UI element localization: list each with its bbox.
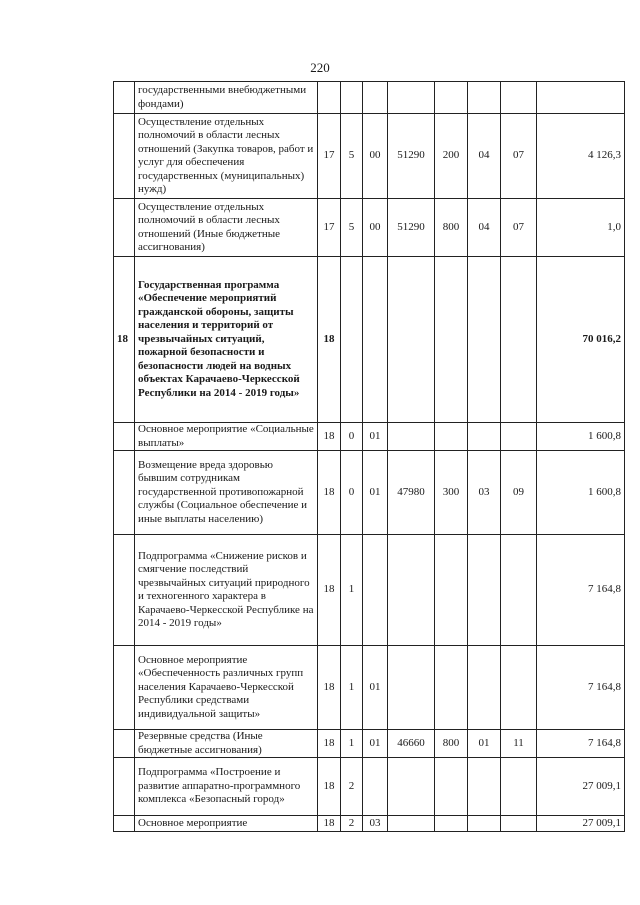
code-d: 51290 (388, 114, 435, 199)
code-c: 00 (363, 199, 388, 257)
code-b: 5 (341, 199, 363, 257)
item-name: Осуществление отдельных полномочий в области лесных отношений (Иные бюджетные ассигнования) (135, 199, 318, 257)
item-name: Подпрограмма «Построение и развитие аппаратно-программного комплекса «Безопасный город» (135, 758, 318, 816)
code-e (435, 257, 468, 423)
row-number (114, 114, 135, 199)
code-f (468, 257, 501, 423)
code-e (435, 816, 468, 832)
amount: 1,0 (537, 199, 625, 257)
code-g (501, 758, 537, 816)
code-g: 11 (501, 730, 537, 758)
code-b: 0 (341, 451, 363, 535)
code-g: 07 (501, 199, 537, 257)
code-a: 18 (318, 535, 341, 646)
row-number (114, 730, 135, 758)
amount (537, 82, 625, 114)
item-name: Государственная программа «Обеспечение мероприятий гражданской обороны, защиты населения и территорий от чрезвычайных ситуаций, пожарной безопасности и безопасности людей на водных объектах Карачаево-Черкесской Республики на 2014 - 2019 годы» (135, 257, 318, 423)
code-b: 1 (341, 535, 363, 646)
code-g (501, 646, 537, 730)
item-name: Основное мероприятие «Социальные выплаты» (135, 423, 318, 451)
row-number: 18 (114, 257, 135, 423)
code-g: 09 (501, 451, 537, 535)
code-d (388, 535, 435, 646)
code-e (435, 535, 468, 646)
code-e (435, 646, 468, 730)
code-d (388, 758, 435, 816)
code-d (388, 423, 435, 451)
code-f: 04 (468, 114, 501, 199)
code-e: 300 (435, 451, 468, 535)
amount: 1 600,8 (537, 451, 625, 535)
code-a: 18 (318, 646, 341, 730)
code-a: 18 (318, 758, 341, 816)
code-d: 46660 (388, 730, 435, 758)
item-name: Возмещение вреда здоровью бывшим сотрудникам государственной противопожарной службы (Социальное обеспечение и иные выплаты населению) (135, 451, 318, 535)
code-d (388, 257, 435, 423)
amount: 27 009,1 (537, 758, 625, 816)
item-name: государственными внебюджетными фондами) (135, 82, 318, 114)
amount: 4 126,3 (537, 114, 625, 199)
code-c (363, 758, 388, 816)
code-b: 2 (341, 758, 363, 816)
code-e (435, 82, 468, 114)
code-e: 200 (435, 114, 468, 199)
code-g (501, 82, 537, 114)
code-f (468, 535, 501, 646)
code-f (468, 816, 501, 832)
code-b: 1 (341, 730, 363, 758)
code-f (468, 423, 501, 451)
code-c: 01 (363, 646, 388, 730)
table-row (114, 257, 625, 423)
table-row (114, 758, 625, 816)
table-row (114, 451, 625, 535)
code-a: 18 (318, 423, 341, 451)
code-e: 800 (435, 730, 468, 758)
code-c: 03 (363, 816, 388, 832)
code-c (363, 82, 388, 114)
table-row (114, 114, 625, 199)
code-a: 17 (318, 199, 341, 257)
table-row (114, 199, 625, 257)
amount: 7 164,8 (537, 646, 625, 730)
code-a: 18 (318, 257, 341, 423)
code-c: 01 (363, 730, 388, 758)
item-name: Подпрограмма «Снижение рисков и смягчение последствий чрезвычайных ситуаций природного и техногенного характера в Карачаево-Черкесской Республике на 2014 - 2019 годы» (135, 535, 318, 646)
code-b: 0 (341, 423, 363, 451)
budget-table (113, 81, 625, 832)
code-c: 01 (363, 451, 388, 535)
code-b: 5 (341, 114, 363, 199)
code-f: 04 (468, 199, 501, 257)
code-b: 2 (341, 816, 363, 832)
code-a: 18 (318, 451, 341, 535)
code-d: 51290 (388, 199, 435, 257)
code-d (388, 82, 435, 114)
row-number (114, 199, 135, 257)
code-g (501, 257, 537, 423)
amount: 70 016,2 (537, 257, 625, 423)
row-number (114, 82, 135, 114)
code-g (501, 816, 537, 832)
table-row (114, 730, 625, 758)
code-f (468, 646, 501, 730)
code-c: 01 (363, 423, 388, 451)
row-number (114, 816, 135, 832)
code-b (341, 257, 363, 423)
code-a: 18 (318, 730, 341, 758)
code-b: 1 (341, 646, 363, 730)
table-row (114, 646, 625, 730)
code-d: 47980 (388, 451, 435, 535)
code-a: 18 (318, 816, 341, 832)
table-row (114, 423, 625, 451)
table-row (114, 535, 625, 646)
code-g (501, 535, 537, 646)
table-row (114, 82, 625, 114)
code-f (468, 82, 501, 114)
code-f: 03 (468, 451, 501, 535)
row-number (114, 758, 135, 816)
row-number (114, 535, 135, 646)
row-number (114, 451, 135, 535)
row-number (114, 423, 135, 451)
amount: 1 600,8 (537, 423, 625, 451)
code-a: 17 (318, 114, 341, 199)
code-f: 01 (468, 730, 501, 758)
code-d (388, 816, 435, 832)
code-c (363, 257, 388, 423)
amount: 27 009,1 (537, 816, 625, 832)
code-g: 07 (501, 114, 537, 199)
code-e (435, 423, 468, 451)
table-row (114, 816, 625, 832)
code-e (435, 758, 468, 816)
code-a (318, 82, 341, 114)
amount: 7 164,8 (537, 730, 625, 758)
code-d (388, 646, 435, 730)
page-number: 220 (310, 60, 330, 75)
item-name: Резервные средства (Иные бюджетные ассигнования) (135, 730, 318, 758)
code-g (501, 423, 537, 451)
code-b (341, 82, 363, 114)
row-number (114, 646, 135, 730)
item-name: Осуществление отдельных полномочий в области лесных отношений (Закупка товаров, работ и услуг для обеспечения государственных (муниципальных) нужд) (135, 114, 318, 199)
amount: 7 164,8 (537, 535, 625, 646)
item-name: Основное мероприятие «Обеспеченность различных групп населения Карачаево-Черкесской Республики средствами индивидуальной защиты» (135, 646, 318, 730)
code-c (363, 535, 388, 646)
code-e: 800 (435, 199, 468, 257)
item-name: Основное мероприятие (135, 816, 318, 832)
code-c: 00 (363, 114, 388, 199)
code-f (468, 758, 501, 816)
